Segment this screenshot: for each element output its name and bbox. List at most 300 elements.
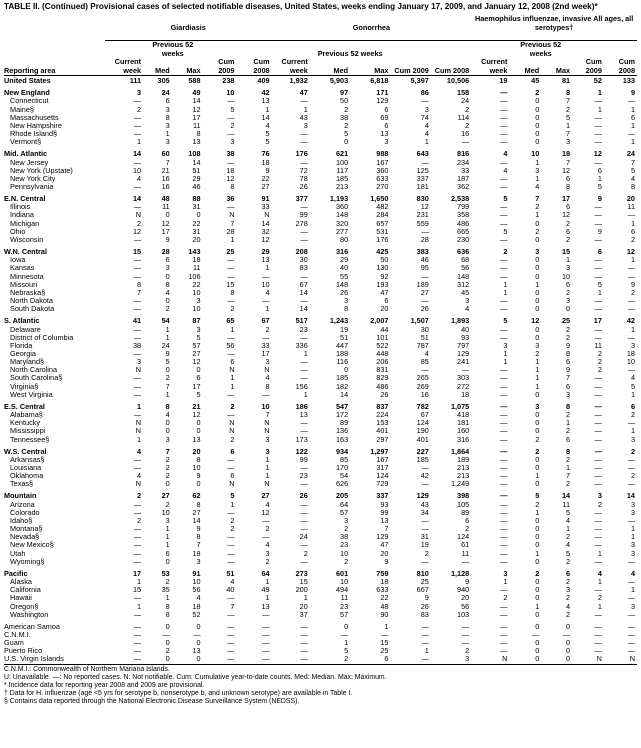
cell-value: 167 xyxy=(376,158,389,167)
cell-value: — xyxy=(500,264,508,273)
cell-value: 1 xyxy=(630,105,635,114)
cell-value: 1 xyxy=(137,402,142,411)
cell-value: — xyxy=(421,639,429,648)
cell-value: 17 xyxy=(192,113,201,122)
row-area-label: West Virginia xyxy=(10,390,53,399)
cell-value: 2 xyxy=(566,427,571,436)
cell-value: 1,075 xyxy=(450,402,470,411)
cell-value: — xyxy=(421,464,429,473)
row-area-label: Missouri xyxy=(10,280,38,289)
cell-value: — xyxy=(500,427,508,436)
cell-value: 1 xyxy=(265,264,270,273)
cell-value: 163 xyxy=(335,435,349,444)
cell-value: 3 xyxy=(265,435,270,444)
cell-value: 1 xyxy=(165,130,170,139)
cell-value: 0 xyxy=(535,390,540,399)
table-row xyxy=(4,480,637,488)
cell-value: 3 xyxy=(566,264,571,273)
cell-value: 24 xyxy=(161,89,170,98)
cell-value: 42 xyxy=(261,89,270,98)
cell-value: 14 xyxy=(132,195,142,204)
cell-value: — xyxy=(133,455,142,464)
cell-value: — xyxy=(300,480,308,489)
row-area-label: United States xyxy=(4,77,51,86)
cell-value: — xyxy=(227,272,235,281)
cell-value: 2 xyxy=(230,402,235,411)
cell-value: 0 xyxy=(165,419,170,428)
table-row xyxy=(4,175,637,183)
row-area-label: Minnesota xyxy=(10,272,44,281)
cell-value: 0 xyxy=(535,333,540,342)
table-row xyxy=(4,464,637,472)
table-row xyxy=(4,342,637,350)
cell-value: 0 xyxy=(541,655,572,664)
cell-value: — xyxy=(594,382,602,391)
cell-value: 1 xyxy=(597,602,602,611)
cell-value: — xyxy=(500,390,508,399)
cell-value: — xyxy=(227,264,235,273)
footnote: U: Unavailable. —: No reported cases. N: Not notifiable. Cum: Cumulative year-to-date counts. Med: Median. Max: Maximum. xyxy=(4,673,387,681)
cell-value: 5 xyxy=(503,195,508,204)
cell-value: — xyxy=(227,390,235,399)
cell-value: 6 xyxy=(230,447,235,456)
cell-value: 22 xyxy=(192,280,201,289)
cell-value: 10,506 xyxy=(446,77,470,86)
cell-value: 1,650 xyxy=(370,195,389,204)
col-cum2009-3: Cum 2009 xyxy=(585,58,602,75)
cell-value: 1 xyxy=(566,464,571,473)
cell-value: 8 xyxy=(196,455,201,464)
cell-value: 20 xyxy=(192,447,201,456)
cell-value: 6 xyxy=(230,472,235,481)
row-area-label: Alaska xyxy=(10,578,32,587)
cell-value: — xyxy=(133,333,142,342)
cell-value: 5 xyxy=(265,138,270,147)
cell-value: 2 xyxy=(165,647,170,656)
cell-value: 9 xyxy=(630,89,635,98)
cell-value: 6 xyxy=(630,402,635,411)
cell-value: — xyxy=(594,305,602,314)
cell-value: 13 xyxy=(261,602,270,611)
cell-value: — xyxy=(300,272,308,281)
cell-value: 6 xyxy=(566,174,571,183)
cell-value: — xyxy=(627,516,635,525)
table-row xyxy=(4,195,637,203)
cell-value: 272 xyxy=(457,382,470,391)
cell-value: 8 xyxy=(566,183,571,192)
cell-value: 1 xyxy=(535,374,540,383)
cell-value: — xyxy=(500,219,508,228)
cell-value: 227 xyxy=(416,447,429,456)
cell-value: — xyxy=(133,97,142,106)
cell-value: 5 xyxy=(597,183,602,192)
cell-value: — xyxy=(594,447,602,456)
table-row xyxy=(4,501,637,509)
cell-value: 588 xyxy=(188,77,201,86)
cell-value: 10 xyxy=(261,402,270,411)
row-area-label: New England xyxy=(4,89,50,98)
cell-value: — xyxy=(594,203,602,212)
cell-value: 3 xyxy=(384,138,389,147)
cell-value: — xyxy=(500,256,508,265)
cell-value: — xyxy=(500,297,508,306)
cell-value: 143 xyxy=(188,248,201,257)
cell-value: 3 xyxy=(630,341,635,350)
cell-value: N xyxy=(229,211,235,220)
cell-value: — xyxy=(272,655,310,664)
cell-value: 7 xyxy=(265,411,270,420)
cell-value: 2 xyxy=(503,594,508,603)
cell-value: 8 xyxy=(630,183,635,192)
cell-value: 56 xyxy=(461,602,470,611)
cell-value: 124 xyxy=(376,472,389,481)
cell-value: 1,128 xyxy=(450,569,470,578)
cell-value: 16 xyxy=(420,390,429,399)
row-area-label: Alabama§ xyxy=(10,411,43,420)
cell-value: 21 xyxy=(192,402,201,411)
cell-value: 60 xyxy=(161,150,170,159)
cell-value: 61 xyxy=(461,541,470,550)
cell-value: 6 xyxy=(165,256,170,265)
cell-value: — xyxy=(461,622,470,631)
cell-value: 1 xyxy=(597,288,602,297)
table-row xyxy=(4,167,637,175)
footnote: § Contains data reported through the National Electronic Disease Surveillance System (NEDSS). xyxy=(4,698,300,706)
table-row xyxy=(4,509,637,517)
cell-value: 1 xyxy=(344,639,349,648)
cell-value: — xyxy=(300,500,308,509)
cell-value: — xyxy=(390,655,430,664)
cell-value: 86 xyxy=(420,89,429,98)
cell-value: 30 xyxy=(299,256,308,265)
cell-value: 8 xyxy=(165,280,170,289)
cell-value: 13 xyxy=(380,516,389,525)
cell-value: 18 xyxy=(192,602,201,611)
cell-value: 8 xyxy=(165,602,170,611)
cell-value: 4 xyxy=(424,121,429,130)
cell-value: 401 xyxy=(416,435,429,444)
col-current-week-1: Current week xyxy=(114,58,142,75)
cell-value: — xyxy=(594,610,602,619)
footnotes xyxy=(4,666,637,707)
cell-value: 15 xyxy=(299,578,308,587)
cell-value: — xyxy=(300,235,308,244)
cell-value: 106 xyxy=(188,272,201,281)
table-row xyxy=(4,228,637,236)
cell-value: 230 xyxy=(457,235,470,244)
cell-value: 6 xyxy=(165,97,170,106)
row-area-label: New Hampshire xyxy=(10,121,62,130)
cell-value: 0 xyxy=(143,655,172,664)
row-area-label: Michigan xyxy=(10,219,40,228)
cell-value: — xyxy=(262,622,270,631)
cell-value: 1 xyxy=(535,158,540,167)
cell-value: 358 xyxy=(457,211,470,220)
table-title: TABLE II. (Continued) Provisional cases of selected notifiable diseases, United States, weeks ending January 17, 2009, and January 12, 2008 (2nd week)* xyxy=(4,2,598,11)
cell-value: 2 xyxy=(535,227,540,236)
cell-value: 401 xyxy=(376,427,389,436)
cell-value: — xyxy=(500,602,508,611)
cell-value: 49 xyxy=(192,89,201,98)
cell-value: 2 xyxy=(137,516,142,525)
cell-value: N xyxy=(264,211,270,220)
cell-value: 19 xyxy=(340,325,349,334)
cell-value: 782 xyxy=(416,402,429,411)
cell-value: 17 xyxy=(192,382,201,391)
cell-value: 10 xyxy=(531,150,540,159)
cell-value: 3 xyxy=(196,297,201,306)
cell-value: 2,007 xyxy=(370,317,389,326)
cell-value: — xyxy=(227,508,235,517)
cell-value: 2 xyxy=(503,248,508,257)
cell-value: 38 xyxy=(226,150,235,159)
cell-value: 46 xyxy=(192,183,201,192)
cell-value: 23 xyxy=(340,602,349,611)
cell-value: N xyxy=(264,480,270,489)
cell-value: 15 xyxy=(561,248,571,257)
cell-value: — xyxy=(500,557,508,566)
cell-value: 1 xyxy=(503,288,508,297)
cell-value: 940 xyxy=(457,586,470,595)
table-row xyxy=(4,289,637,297)
cell-value: — xyxy=(627,419,635,428)
cell-value: 10 xyxy=(226,89,235,98)
table-row xyxy=(4,106,637,114)
cell-value: — xyxy=(227,647,235,656)
cell-value: — xyxy=(500,105,508,114)
cell-value: 12 xyxy=(531,317,540,326)
cell-value: — xyxy=(594,121,602,130)
cell-value: 48 xyxy=(161,195,170,204)
row-area-label: Indiana xyxy=(10,211,34,220)
cell-value: 2 xyxy=(566,610,571,619)
cell-value: 11 xyxy=(461,549,470,558)
cell-value: 10 xyxy=(261,280,270,289)
row-area-label: Idaho§ xyxy=(10,516,33,525)
cell-value: 16 xyxy=(161,183,170,192)
cell-value: — xyxy=(262,533,270,542)
cell-value: 829 xyxy=(376,374,389,383)
cell-value: — xyxy=(627,557,635,566)
row-area-label: Maine§ xyxy=(10,105,34,114)
cell-value: 12 xyxy=(192,358,201,367)
table-row xyxy=(4,130,637,138)
cell-value: — xyxy=(133,113,142,122)
cell-value: — xyxy=(133,622,142,631)
cell-value: 91 xyxy=(261,195,270,204)
cell-value: 2 xyxy=(566,557,571,566)
cell-value: 9 xyxy=(424,594,429,603)
cell-value: 3 xyxy=(630,508,635,517)
cell-value: — xyxy=(300,464,308,473)
row-area-label: Kentucky xyxy=(10,419,41,428)
cell-value: 1 xyxy=(303,105,308,114)
cell-value: 1 xyxy=(566,121,571,130)
cell-value: 0 xyxy=(535,639,540,648)
cell-value: — xyxy=(300,358,308,367)
cell-value: 1 xyxy=(535,211,540,220)
cell-value: 14 xyxy=(192,97,201,106)
cell-value: 38 xyxy=(340,113,349,122)
cell-value: 1 xyxy=(597,174,602,183)
cell-value: 89 xyxy=(340,419,349,428)
cell-value: — xyxy=(500,586,508,595)
cell-value: 26 xyxy=(340,288,349,297)
cell-value: 2 xyxy=(165,578,170,587)
cell-value: 91 xyxy=(192,569,201,578)
cell-value: 26 xyxy=(420,602,429,611)
cell-value: 4 xyxy=(137,472,142,481)
table-row xyxy=(4,138,637,146)
cell-value: — xyxy=(133,256,142,265)
cell-value: 4 xyxy=(424,130,429,139)
cell-value: 377 xyxy=(295,195,308,204)
cell-value: 0 xyxy=(535,272,540,281)
cell-value: 12 xyxy=(420,203,429,212)
cell-value: 1 xyxy=(503,578,508,587)
row-area-label: Wyoming§ xyxy=(10,557,45,566)
group-haemophilus-label: Haemophilus influenzae, invasive All ages, all serotypes† xyxy=(474,14,634,32)
cell-value: 4 xyxy=(265,288,270,297)
cell-value: 2 xyxy=(424,549,429,558)
table-row xyxy=(4,358,637,366)
table-row xyxy=(4,472,637,480)
cell-value: 103 xyxy=(457,610,470,619)
cell-value: 65 xyxy=(226,317,235,326)
cell-value: — xyxy=(300,647,308,656)
cell-value: 1 xyxy=(535,358,540,367)
cell-value: 97 xyxy=(340,89,349,98)
group-giardiasis: Giardiasis xyxy=(170,22,206,32)
table-row xyxy=(4,558,637,566)
cell-value: 241 xyxy=(457,358,470,367)
cell-value: 1 xyxy=(535,280,540,289)
cell-value: 4 xyxy=(165,288,170,297)
cell-value: — xyxy=(133,297,142,306)
cell-value: 89 xyxy=(461,508,470,517)
cell-value: — xyxy=(133,541,142,550)
cell-value: 181 xyxy=(457,419,470,428)
cell-value: 759 xyxy=(376,569,389,578)
cell-value: 12 xyxy=(192,105,201,114)
table-row xyxy=(4,220,637,228)
row-area-label: W.S. Central xyxy=(4,447,47,456)
cell-value: — xyxy=(594,480,602,489)
cell-value: 7 xyxy=(230,219,235,228)
cell-value: 4 xyxy=(630,374,635,383)
cell-value: 12 xyxy=(192,411,201,420)
cell-value: — xyxy=(227,297,235,306)
cell-value: 1 xyxy=(535,549,540,558)
cell-value: 15 xyxy=(226,280,235,289)
cell-value: 0 xyxy=(535,97,540,106)
cell-value: 517 xyxy=(295,317,308,326)
cell-value: — xyxy=(594,264,602,273)
cell-value: 1 xyxy=(165,541,170,550)
cell-value: 1 xyxy=(265,105,270,114)
cell-value: 0 xyxy=(344,366,349,375)
cell-value: 3 xyxy=(630,549,635,558)
cell-value: 40 xyxy=(340,264,349,273)
cell-value: 129 xyxy=(376,97,389,106)
cell-value: 7 xyxy=(535,195,540,204)
cell-value: 0 xyxy=(165,366,170,375)
cell-value: 129 xyxy=(376,533,389,542)
cell-value: — xyxy=(500,138,508,147)
cell-value: — xyxy=(500,480,508,489)
cell-value: 7 xyxy=(566,374,571,383)
cell-value: 17 xyxy=(561,195,571,204)
cell-value: 19 xyxy=(499,77,508,86)
cell-value: 4 xyxy=(265,541,270,550)
cell-value: 41 xyxy=(132,317,142,326)
cell-value: 74 xyxy=(420,113,429,122)
row-area-label: Virginia§ xyxy=(10,382,39,391)
cell-value: 24 xyxy=(161,341,170,350)
cell-value: 1 xyxy=(535,602,540,611)
cell-value: — xyxy=(133,203,142,212)
cell-value: 5 xyxy=(566,508,571,517)
cell-value: 4 xyxy=(566,541,571,550)
cell-value: 3 xyxy=(535,166,540,175)
row-area-label: District of Columbia xyxy=(10,333,74,342)
cell-value: 14 xyxy=(299,305,308,314)
table-row xyxy=(4,578,637,586)
cell-value: 56 xyxy=(461,264,470,273)
table-body xyxy=(4,77,637,664)
cell-value: 8 xyxy=(566,349,571,358)
cell-value: 7 xyxy=(137,288,142,297)
cell-value: 320 xyxy=(335,219,349,228)
row-area-label: S. Atlantic xyxy=(4,317,40,326)
cell-value: — xyxy=(594,256,602,265)
cell-value: — xyxy=(227,113,235,122)
row-area-label: New York City xyxy=(10,174,56,183)
cell-value: 4 xyxy=(137,447,142,456)
row-area-label: Washington xyxy=(10,610,49,619)
cell-value: — xyxy=(627,647,635,656)
cell-value: — xyxy=(262,639,270,648)
cell-value: 4 xyxy=(597,569,602,578)
cell-value: 208 xyxy=(295,248,308,257)
table-row xyxy=(4,281,637,289)
cell-value: 13 xyxy=(192,138,201,147)
cell-value: 3 xyxy=(165,121,170,130)
cell-value: 11 xyxy=(594,341,602,350)
cell-value: 425 xyxy=(376,248,389,257)
cell-value: 116 xyxy=(336,358,349,367)
cell-value: 816 xyxy=(457,150,470,159)
cell-value: 305 xyxy=(157,77,170,86)
cell-value: 25 xyxy=(380,647,389,656)
cell-value: — xyxy=(133,525,142,534)
cell-value: 5 xyxy=(535,492,540,501)
cell-value: — xyxy=(227,639,235,648)
cell-value: 1 xyxy=(630,138,635,147)
cell-value: — xyxy=(627,630,635,639)
cell-value: 21 xyxy=(161,166,170,175)
cell-value: 38 xyxy=(132,341,142,350)
cell-value: 4 xyxy=(630,174,635,183)
cell-value: 189 xyxy=(457,455,470,464)
cell-value: 18 xyxy=(380,578,389,587)
cell-value: 20 xyxy=(626,195,635,204)
row-area-label: Nevada§ xyxy=(10,533,40,542)
cell-value: 988 xyxy=(376,150,389,159)
cell-value: — xyxy=(594,516,602,525)
cell-value: 665 xyxy=(457,227,470,236)
cell-value: — xyxy=(105,655,143,664)
